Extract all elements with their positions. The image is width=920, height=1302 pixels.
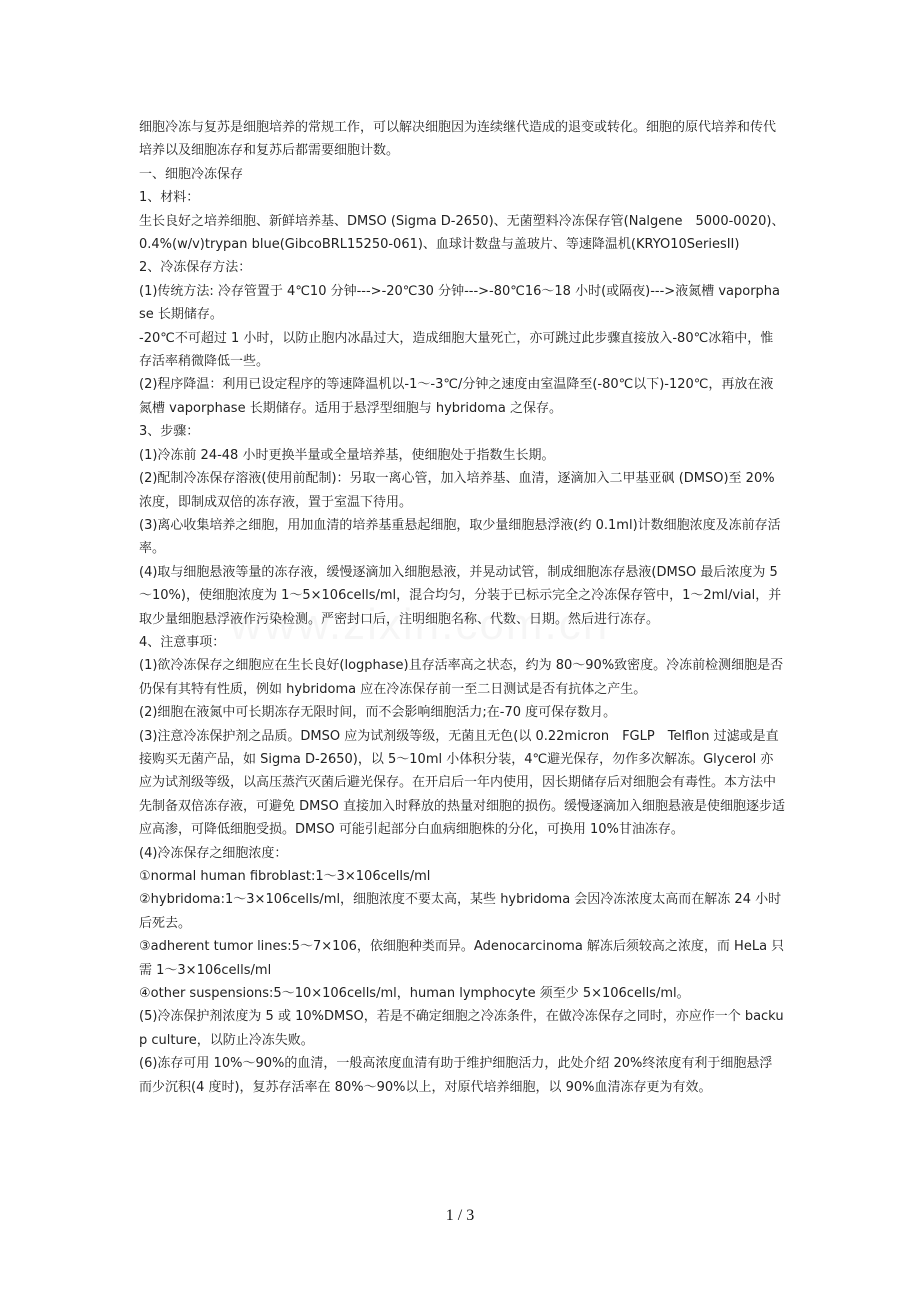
- paragraph: ②hybridoma:1～3×106cells/ml，细胞浓度不要太高，某些 hybridoma 会因冷冻浓度太高而在解冻 24 小时后死去。: [139, 892, 782, 931]
- paragraph: (3)离心收集培养之细胞，用加血清的培养基重悬起细胞，取少量细胞悬浮液(约 0.1ml)计数细胞浓度及冻前存活率。: [139, 517, 781, 557]
- paragraph: 细胞冷冻与复苏是细胞培养的常规工作，可以解决细胞因为连续继代造成的退变或转化。细胞的原代培养和传代培养以及细胞冻存和复苏后都需要细胞计数。: [139, 120, 777, 159]
- paragraph: (2)程序降温：利用已设定程序的等速降温机以-1～-3℃/分钟之速度由室温降至(-80℃以下)-120℃，再放在液氮槽 vaporphase 长期储存。适用于悬浮型细胞与 hybridoma 之保存。: [139, 377, 774, 416]
- document-body: [139, 116, 785, 1099]
- paragraph: (4)冷冻保存之细胞浓度：: [139, 845, 288, 861]
- paragraph: (6)冻存可用 10%～90%的血清，一般高浓度血清有助于维护细胞活力，此处介绍 20%终浓度有利于细胞悬浮而少沉积(4 度时)，复苏存活率在 80%～90%以上，对原代培养细胞，以 90%血清冻存更为有效。: [139, 1056, 773, 1095]
- paragraph: (2)配制冷冻保存溶液(使用前配制)：另取一离心管，加入培养基、血清，逐滴加入二甲基亚砜 (DMSO)至 20%浓度，即制成双倍的冻存液，置于室温下待用。: [139, 471, 775, 510]
- paragraph: (1)欲冷冻保存之细胞应在生长良好(logphase)且存活率高之状态，约为 80～90%致密度。冷冻前检测细胞是否仍保有其特有性质，例如 hybridoma 应在冷冻保存前一至二日测试是否有抗体之产生。: [139, 658, 784, 697]
- paragraph: 一、细胞冷冻保存: [139, 166, 244, 182]
- paragraph: 4、注意事项：: [139, 634, 226, 650]
- paragraph: 生长良好之培养细胞、新鲜培养基、DMSO (Sigma D-2650)、无菌塑料冷冻保存管(Nalgene 5000-0020)、0.4%(w/v)trypan blue(GibcoBRL15250-061)、血球计数盘与盖玻片、等速降温机(KRYO10SeriesII): [139, 213, 785, 253]
- paragraph: ③adherent tumor lines:5～7×106，依细胞种类而异。Adenocarcinoma 解冻后须较高之浓度，而 HeLa 只需 1～3×106cells/ml: [139, 939, 785, 978]
- paragraph: 1、材料：: [139, 190, 200, 206]
- paragraph: 3、步骤：: [139, 424, 200, 440]
- paragraph: (1)传统方法: 冷存管置于 4℃10 分钟--->-20℃30 分钟--->-80℃16～18 小时(或隔夜)--->液氮槽 vaporphase 长期储存。: [139, 283, 780, 323]
- paragraph: ①normal human fibroblast:1～3×106cells/ml: [139, 869, 431, 884]
- paragraph: -20℃不可超过 1 小时，以防止胞内冰晶过大，造成细胞大量死亡，亦可跳过此步骤直接放入-80℃冰箱中，惟存活率稍微降低一些。: [139, 330, 774, 370]
- paragraph: (3)注意冷冻保护剂之品质。DMSO 应为试剂级等级，无菌且无色(以 0.22micron FGLP Telflon 过滤或是直接购买无菌产品，如 Sigma D-2650)，以 5～10ml 小体积分装，4℃避光保存，勿作多次解冻。Glycerol 亦应为试剂级等级，以高压蒸汽灭菌后避光保存。在开启后一年内使用，因长期储存后对细胞会有毒性。本方法中先制备双倍冻存液，可避免 DMSO 直接加入时释放的热量对细胞的损伤。缓慢逐滴加入细胞悬液是使细胞逐步适应高渗，可降低细胞受损。DMSO 可能引起部分白血病细胞株的分化，可换用 10%甘油冻存。: [139, 728, 785, 838]
- paragraph: 2、冷冻保存方法：: [139, 260, 252, 276]
- paragraph: (5)冷冻保护剂浓度为 5 或 10%DMSO，若是不确定细胞之冷冻条件，在做冷冻保存之同时，亦应作一个 backup culture，以防止冷冻失败。: [139, 1009, 784, 1048]
- page-number: 1 / 3: [445, 1207, 475, 1224]
- paragraph: ④other suspensions:5～10×106cells/ml，human lymphocyte 须至少 5×106cells/ml。: [139, 986, 690, 1002]
- paragraph: (1)冷冻前 24-48 小时更换半量或全量培养基，使细胞处于指数生长期。: [139, 447, 555, 463]
- paragraph: (2)细胞在液氮中可长期冻存无限时间，而不会影响细胞活力;在-70 度可保存数月。: [139, 705, 617, 721]
- paragraph: (4)取与细胞悬液等量的冻存液，缓慢逐滴加入细胞悬液，并晃动试管，制成细胞冻存悬液(DMSO 最后浓度为 5～10%)，使细胞浓度为 1～5×106cells/ml，混合均匀，分装于已标示完全之冷冻保存管中，1～2ml/vial，并取少量细胞悬浮液作污染检测。严密封口后，注明细胞名称、代数、日期。然后进行冻存。: [139, 564, 782, 627]
